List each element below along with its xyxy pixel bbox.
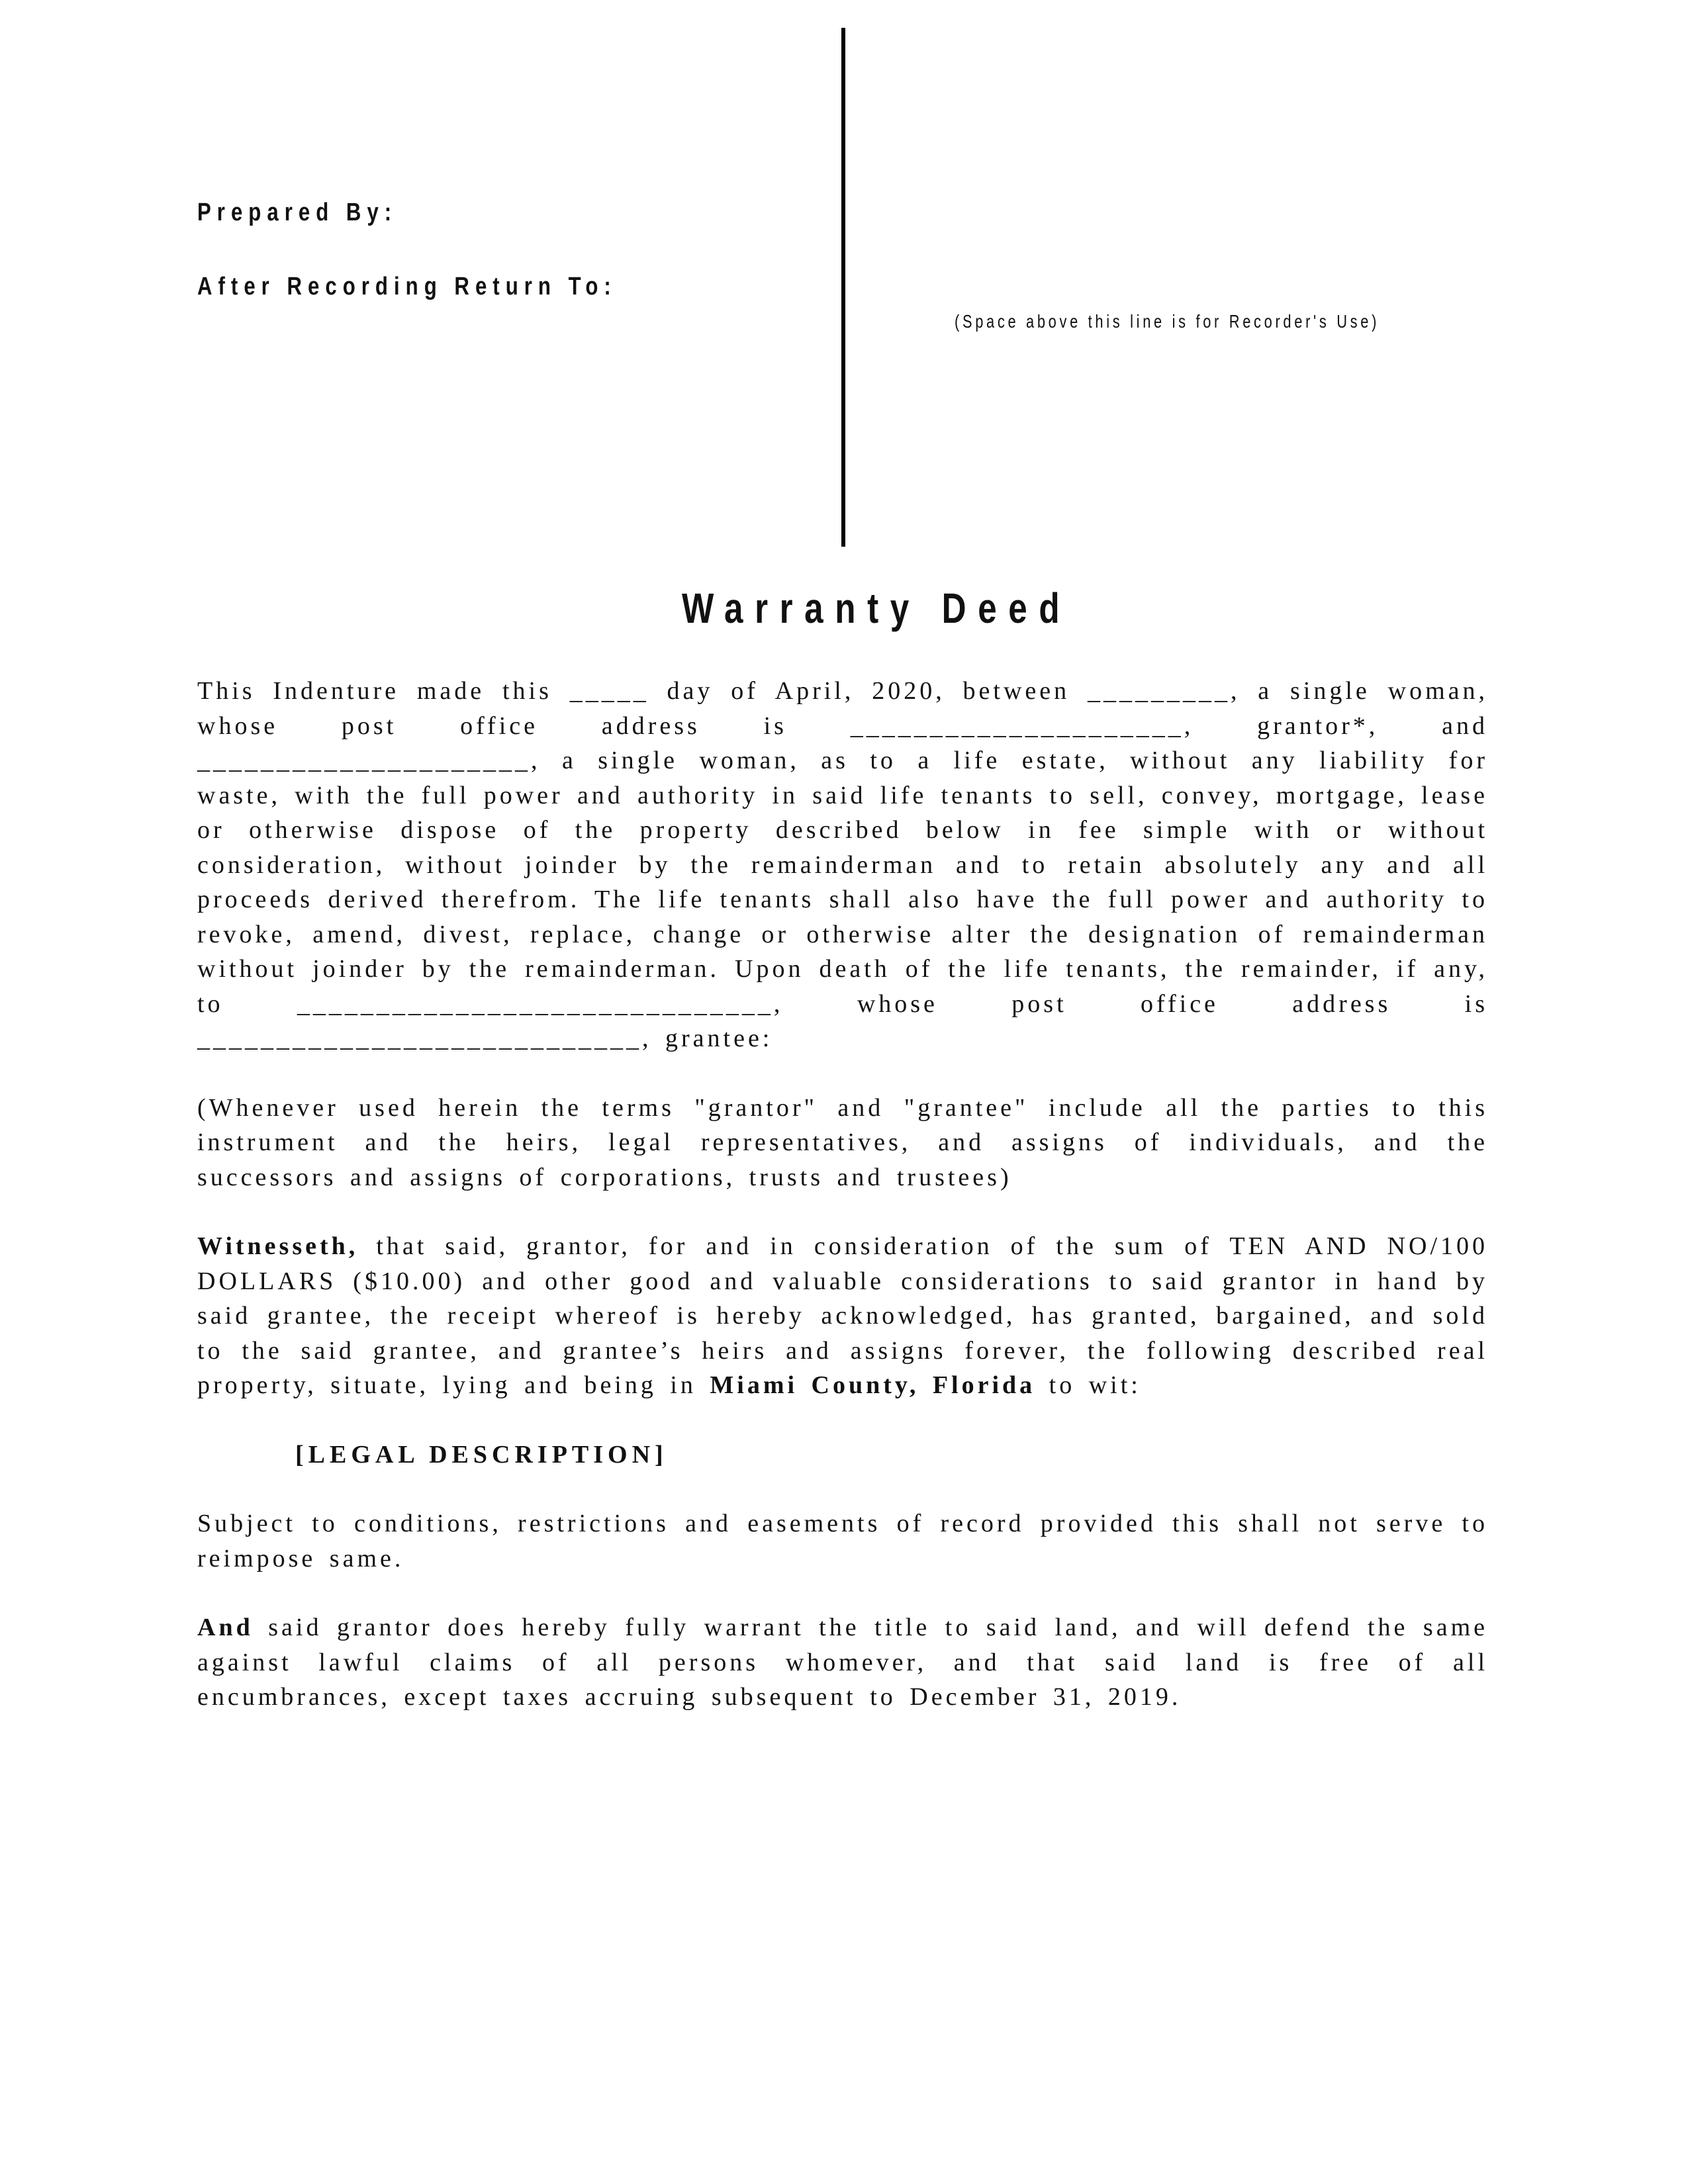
definitions-paragraph: (Whenever used herein the terms "grantor" and "grantee" include all the parties to this instrument and the heirs, legal representatives, and assigns of individuals, and the successors and assigns of corporations, trusts and trustees) xyxy=(197,1093,1488,1191)
subject-to-paragraph: Subject to conditions, restrictions and easements of record provided this shall not serve to reimpose same. xyxy=(197,1510,1488,1572)
recorder-divider-line xyxy=(841,28,845,547)
recorder-use-note: (Space above this line is for Recorder's Use) xyxy=(955,311,1380,332)
prepared-by-label: Prepared By: xyxy=(197,199,398,226)
witnesseth-paragraph xyxy=(197,1229,1488,1403)
after-recording-label: After Recording Return To: xyxy=(197,273,617,300)
deed-body xyxy=(197,674,1488,1749)
witnesseth-text-end: to wit: xyxy=(1035,1371,1141,1399)
witnesseth-lead: Witnesseth, xyxy=(197,1232,359,1260)
indenture-paragraph: This Indenture made this _____ day of April, 2020, between _________, a single woman, whose post office address is _____________________, grantor*, and _____________________, a single woman, as to a life estate, without any liability for waste, with the full power and authority in said life tenants to sell, convey, mortgage, lease or otherwise dispose of the property described below in fee simple with or without consideration, without joinder by the remainderman and to retain absolutely any and all proceeds derived therefrom. The life tenants shall also have the full power and authority to revoke, amend, divest, replace, change or otherwise alter the designation of remainderman without joinder by the remainderman. Upon death of the life tenants, the remainder, if any, to ______________________________, whose post office address is ____________________________, grantee: xyxy=(197,677,1488,1052)
document-title: Warranty Deed xyxy=(682,584,1072,632)
and-lead: And xyxy=(197,1614,254,1641)
warranty-paragraph xyxy=(197,1610,1488,1715)
witnesseth-text: that said, grantor, for and in consideration of the sum of TEN AND NO/100 DOLLARS ($10.00) and other good and valuable considerations to said grantor in hand by said grantee, the receipt whereof is hereby acknowledged, has granted, bargained, and sold to the said grantee, and grantee’s heirs and assigns forever, the following described real property, situate, lying and being in xyxy=(197,1232,1488,1399)
warranty-text: said grantor does hereby fully warrant the title to said land, and will defend the same against lawful claims of all persons whomever, and that said land is free of all encumbrances, except taxes accruing subsequent to December 31, 2019. xyxy=(197,1614,1488,1711)
county-name: Miami County, Florida xyxy=(710,1371,1036,1399)
legal-description-placeholder: [LEGAL DESCRIPTION] xyxy=(295,1440,668,1469)
